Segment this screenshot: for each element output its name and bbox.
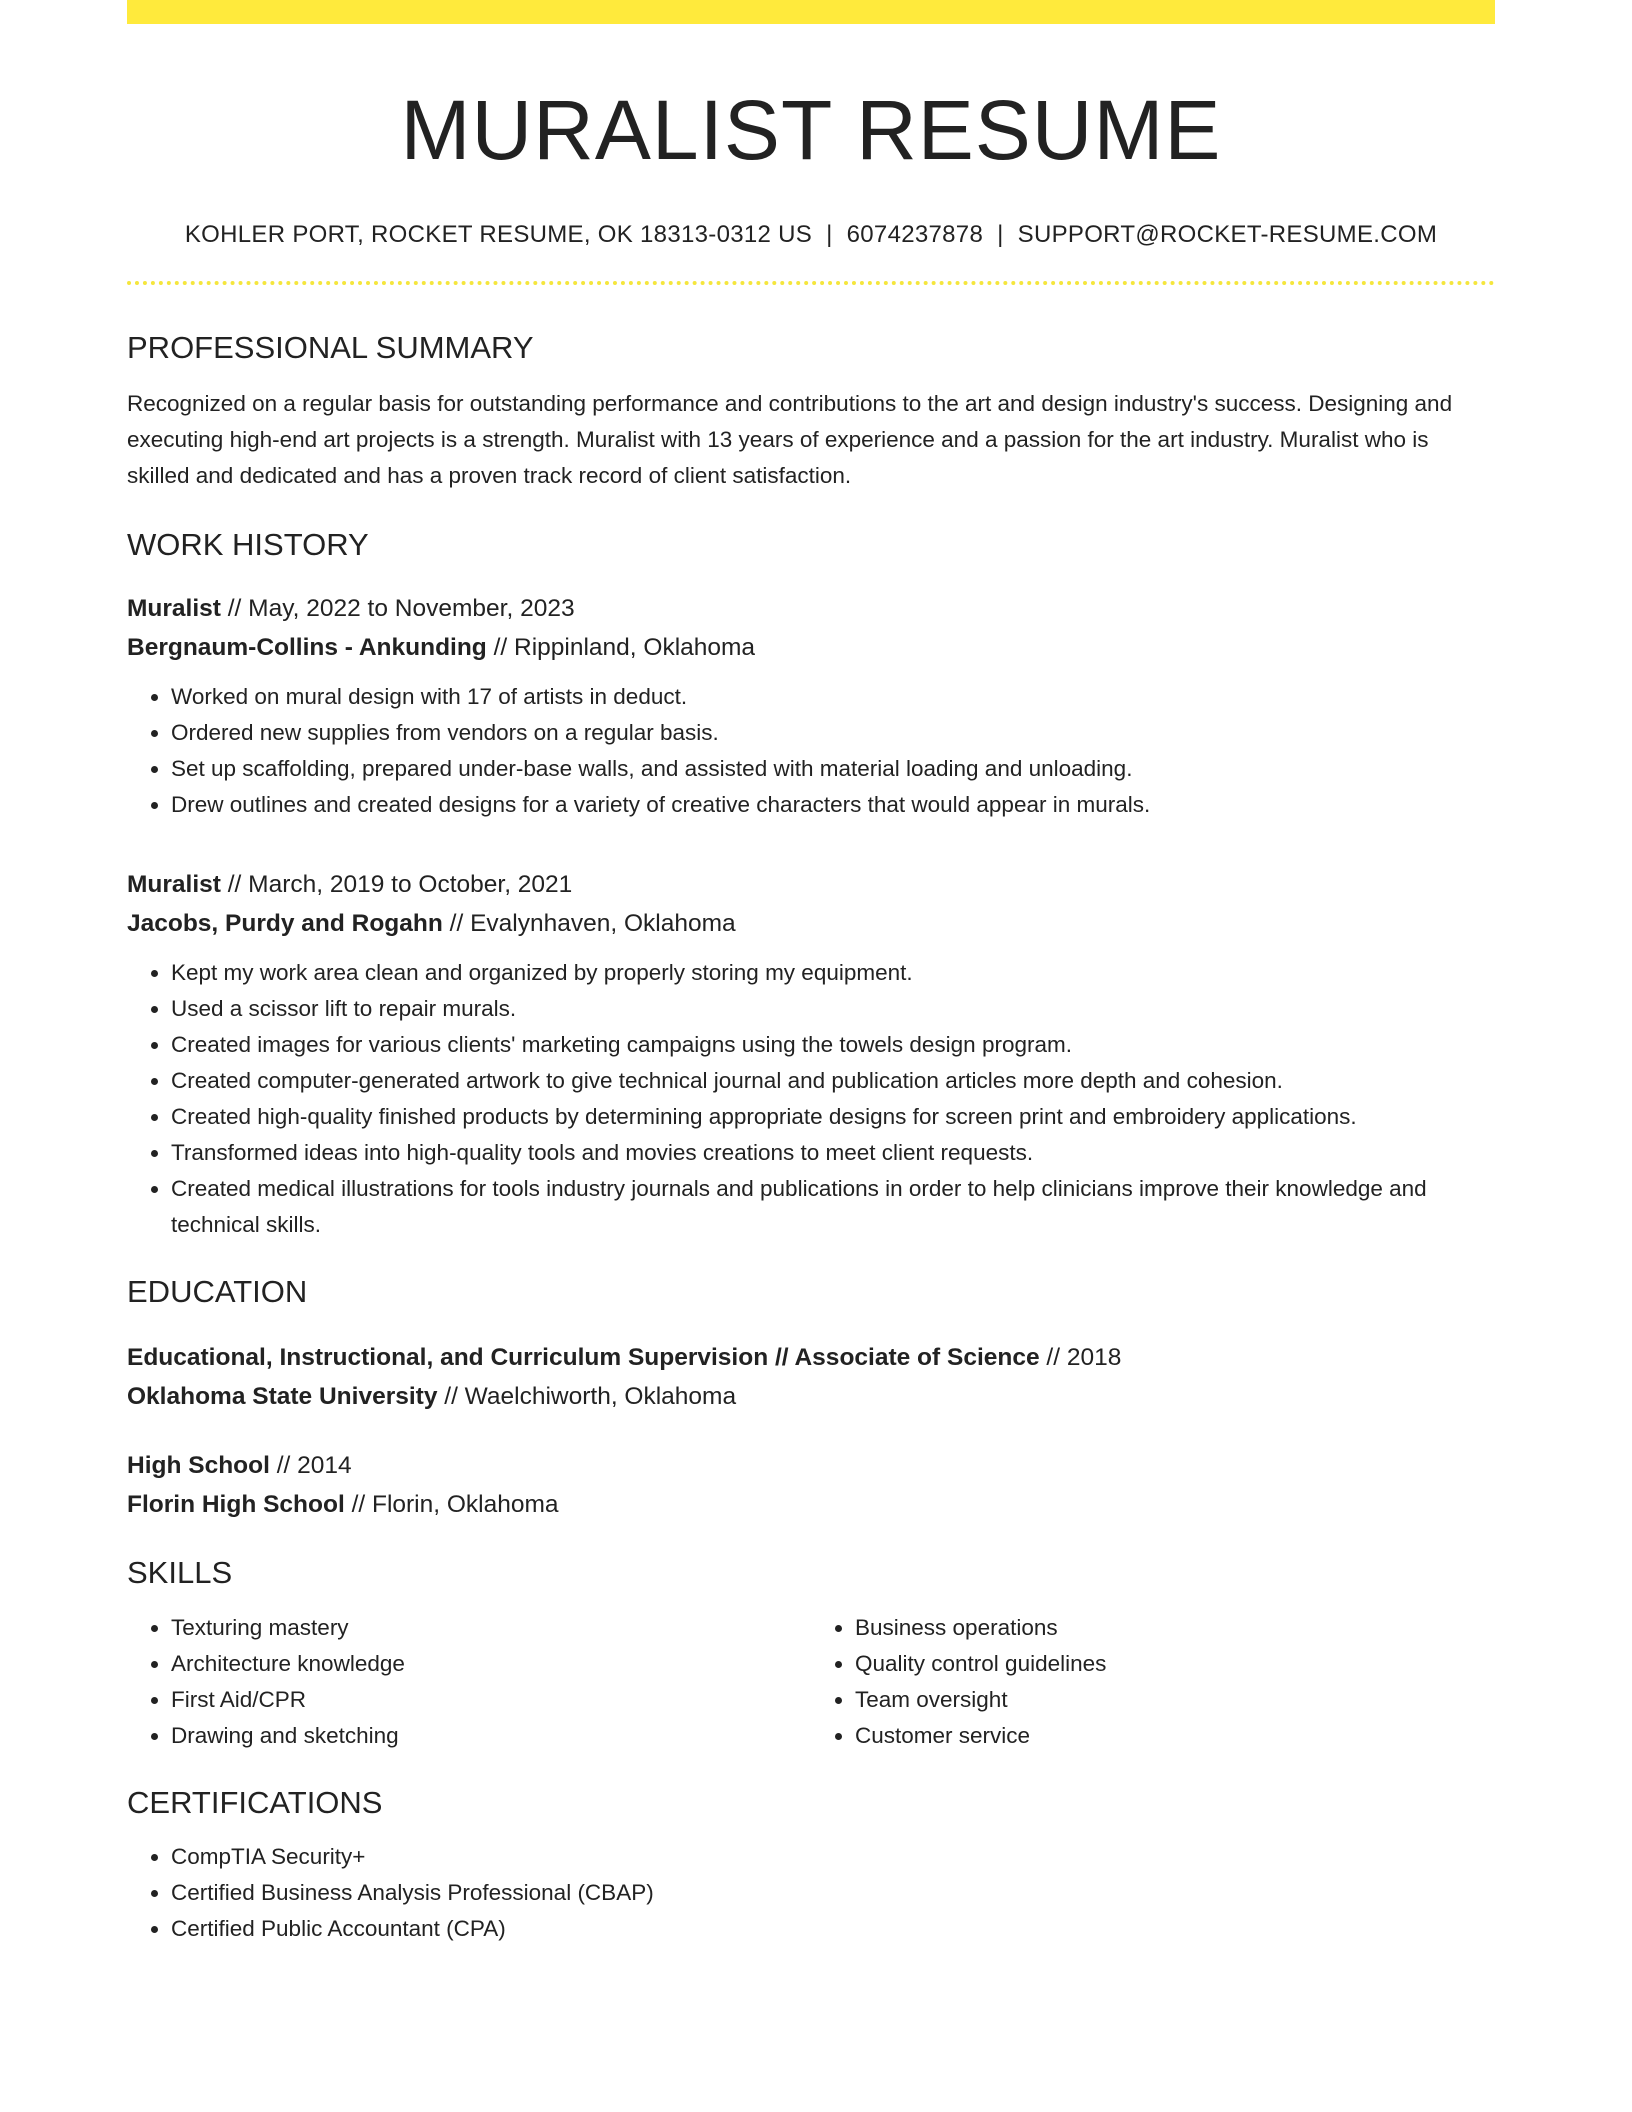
- section-heading-summary: PROFESSIONAL SUMMARY: [127, 329, 534, 365]
- job-title-line: [127, 589, 1495, 628]
- summary-text: Recognized on a regular basis for outstanding performance and contributions to the art and design industry's success. Designing and executing high-end art projects is a strength. Muralist with 13 years of experience and a passion for the art industry. Muralist who is skilled and dedicated and has a proven track record of client satisfaction.: [127, 390, 1453, 488]
- list-item: • Created high-quality finished products by determining appropriate designs for screen print and embroidery applications.: [171, 1099, 1495, 1135]
- list-item: • Texturing mastery: [171, 1610, 811, 1646]
- education-school-line: [127, 1377, 1495, 1416]
- list-item: • Drawing and sketching: [171, 1718, 811, 1754]
- list-item: • Transformed ideas into high-quality tools and movies creations to meet client requests.: [171, 1135, 1495, 1171]
- job-title-line: [127, 865, 1495, 904]
- list-item: • First Aid/CPR: [171, 1682, 811, 1718]
- education-entry: [127, 1338, 1495, 1416]
- list-item: • Kept my work area clean and organized by properly storing my equipment.: [171, 955, 1495, 991]
- education-year: // 2018: [1039, 1344, 1122, 1372]
- education-entry: [127, 1446, 1495, 1524]
- job-entry: [127, 865, 1495, 1243]
- job-dates: // March, 2019 to October, 2021: [220, 871, 573, 899]
- list-item: • Created medical illustrations for tools industry journals and publications in order to help clinicians improve their knowledge and technical skills.: [171, 1171, 1495, 1243]
- list-item: • Business operations: [855, 1610, 1495, 1646]
- education-school: Oklahoma State University: [127, 1383, 438, 1411]
- list-item: • Customer service: [855, 1718, 1495, 1754]
- contact-phone: 6074237878: [846, 220, 984, 248]
- contact-separator: |: [826, 220, 833, 248]
- skills-column-right: [811, 1610, 1495, 1754]
- list-item: • Ordered new supplies from vendors on a regular basis.: [171, 715, 1495, 751]
- education-degree-line: [127, 1446, 1495, 1485]
- job-company: Bergnaum-Collins - Ankunding: [127, 634, 487, 662]
- list-item: • CompTIA Security+: [171, 1839, 1495, 1875]
- job-bullets: [127, 679, 1495, 823]
- job-entry: [127, 589, 1495, 823]
- education-degree-line: [127, 1338, 1495, 1377]
- job-dates: // May, 2022 to November, 2023: [220, 595, 575, 623]
- section-heading-certifications: CERTIFICATIONS: [127, 1784, 383, 1820]
- list-item: • Quality control guidelines: [855, 1646, 1495, 1682]
- education-year: // 2014: [269, 1452, 352, 1480]
- education-school: Florin High School: [127, 1491, 345, 1519]
- job-title: Muralist: [127, 595, 221, 623]
- job-company-line: [127, 628, 1495, 667]
- education-school-line: [127, 1485, 1495, 1524]
- list-item: • Used a scissor lift to repair murals.: [171, 991, 1495, 1027]
- section-heading-education: EDUCATION: [127, 1274, 308, 1310]
- section-heading-skills: SKILLS: [127, 1555, 233, 1591]
- job-location: // Rippinland, Oklahoma: [486, 634, 756, 662]
- contact-email: SUPPORT@ROCKET-RESUME.COM: [1017, 220, 1438, 248]
- education-location: // Waelchiworth, Oklahoma: [437, 1383, 737, 1411]
- top-accent-bar: [127, 0, 1495, 24]
- list-item: • Certified Public Accountant (CPA): [171, 1911, 1495, 1947]
- section-heading-work: WORK HISTORY: [127, 526, 369, 562]
- list-item: • Set up scaffolding, prepared under-base walls, and assisted with material loading and unloading.: [171, 751, 1495, 787]
- list-item: • Team oversight: [855, 1682, 1495, 1718]
- job-company: Jacobs, Purdy and Rogahn: [127, 910, 443, 938]
- list-item: • Architecture knowledge: [171, 1646, 811, 1682]
- resume-page: [127, 0, 1495, 1947]
- education-degree: High School: [127, 1452, 270, 1480]
- list-item: • Drew outlines and created designs for a variety of creative characters that would appear in murals.: [171, 787, 1495, 823]
- skills-column-left: [127, 1610, 811, 1754]
- education-degree: Educational, Instructional, and Curriculum Supervision // Associate of Science: [127, 1344, 1040, 1372]
- contact-address: KOHLER PORT, ROCKET RESUME, OK 18313-0312 US: [184, 220, 813, 248]
- job-location: // Evalynhaven, Oklahoma: [442, 910, 736, 938]
- job-company-line: [127, 904, 1495, 943]
- certifications-list: [127, 1839, 1495, 1947]
- job-title: Muralist: [127, 871, 221, 899]
- list-item: • Created computer-generated artwork to give technical journal and publication articles more depth and cohesion.: [171, 1063, 1495, 1099]
- education-location: // Florin, Oklahoma: [344, 1491, 559, 1519]
- page-title: MURALIST RESUME: [400, 83, 1222, 177]
- skills-grid: [127, 1610, 1495, 1754]
- list-item: • Worked on mural design with 17 of artists in deduct.: [171, 679, 1495, 715]
- list-item: • Created images for various clients' marketing campaigns using the towels design program.: [171, 1027, 1495, 1063]
- list-item: • Certified Business Analysis Professional (CBAP): [171, 1875, 1495, 1911]
- job-bullets: [127, 955, 1495, 1243]
- contact-line: [127, 221, 1495, 249]
- dotted-divider: [127, 281, 1495, 285]
- contact-separator: |: [997, 220, 1004, 248]
